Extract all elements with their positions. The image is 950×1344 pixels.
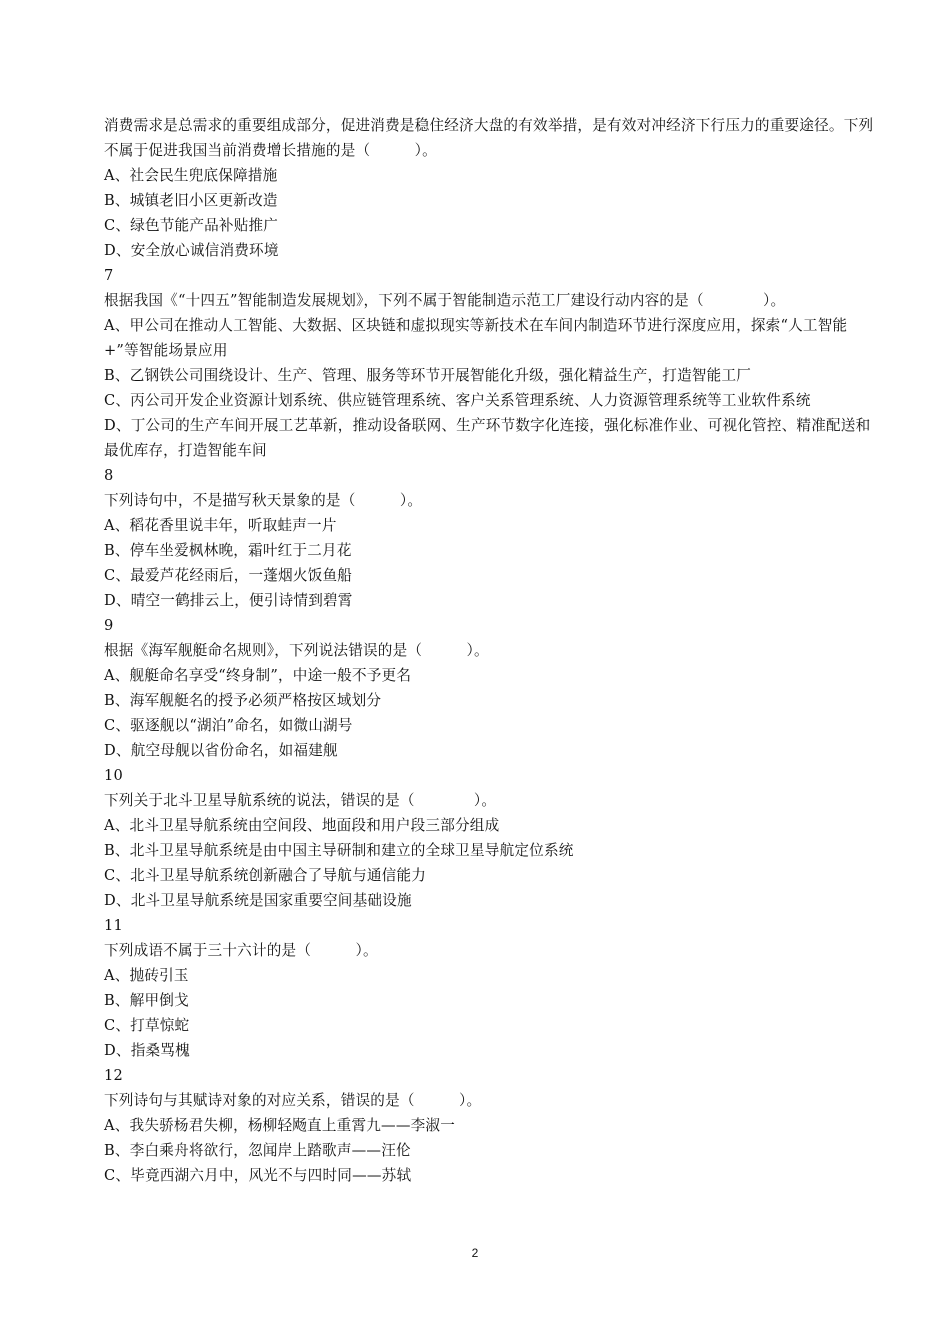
option-a: A、抛砖引玉 <box>104 967 189 984</box>
option-a: A、甲公司在推动人工智能、大数据、区块链和虚拟现实等新技术在车间内制造环节进行深度应用，探索“人工智能+”等智能场景应用 <box>104 317 848 359</box>
question-number: 11 <box>104 917 123 934</box>
question-11 <box>72 913 882 1063</box>
question-6 <box>72 113 882 263</box>
option-b: B、北斗卫星导航系统是由中国主导研制和建立的全球卫星导航定位系统 <box>104 842 574 859</box>
question-stem: 下列诗句中，不是描写秋天景象的是（ ）。 <box>104 492 423 509</box>
question-8 <box>72 463 882 613</box>
option-d: D、指桑骂槐 <box>104 1042 190 1059</box>
option-a: A、北斗卫星导航系统由空间段、地面段和用户段三部分组成 <box>104 817 500 834</box>
question-number: 8 <box>104 467 114 484</box>
option-b: B、海军舰艇名的授予必须严格按区域划分 <box>104 692 382 709</box>
option-c: C、毕竟西湖六月中，风光不与四时同——苏轼 <box>104 1167 412 1184</box>
question-stem: 根据我国《“十四五”智能制造发展规划》，下列不属于智能制造示范工厂建设行动内容的是（ ）。 <box>104 292 786 309</box>
option-d: D、安全放心诚信消费环境 <box>104 242 279 259</box>
option-d: D、丁公司的生产车间开展工艺革新，推动设备联网、生产环节数字化连接，强化标准作业、可视化管控、精准配送和最优库存，打造智能车间 <box>104 417 871 459</box>
question-stem: 下列诗句与其赋诗对象的对应关系，错误的是（ ）。 <box>104 1092 482 1109</box>
option-b: B、乙钢铁公司围绕设计、生产、管理、服务等环节开展智能化升级，强化精益生产，打造智能工厂 <box>104 367 752 384</box>
option-c: C、绿色节能产品补贴推广 <box>104 217 279 234</box>
question-7 <box>72 263 882 463</box>
question-number: 7 <box>104 267 114 284</box>
option-a: A、舰艇命名享受“终身制”，中途一般不予更名 <box>104 667 412 684</box>
page-content <box>72 113 882 1188</box>
question-stem: 下列关于北斗卫星导航系统的说法，错误的是（ ）。 <box>104 792 497 809</box>
option-c: C、最爱芦花经雨后，一蓬烟火饭鱼船 <box>104 567 353 584</box>
question-stem: 消费需求是总需求的重要组成部分，促进消费是稳住经济大盘的有效举措，是有效对冲经济下行压力的重要途径。下列不属于促进我国当前消费增长措施的是（ ）。 <box>104 117 874 159</box>
question-number: 12 <box>104 1067 123 1084</box>
question-stem: 下列成语不属于三十六计的是（ ）。 <box>104 942 378 959</box>
option-c: C、北斗卫星导航系统创新融合了导航与通信能力 <box>104 867 427 884</box>
option-a: A、社会民生兜底保障措施 <box>104 167 278 184</box>
option-d: D、航空母舰以省份命名，如福建舰 <box>104 742 338 759</box>
option-c: C、驱逐舰以“湖泊”命名，如微山湖号 <box>104 717 353 734</box>
question-number: 9 <box>104 617 114 634</box>
option-d: D、晴空一鹤排云上，便引诗情到碧霄 <box>104 592 353 609</box>
page-number: 2 <box>471 1246 479 1260</box>
question-number: 10 <box>104 767 123 784</box>
option-b: B、李白乘舟将欲行，忽闻岸上踏歌声——汪伦 <box>104 1142 411 1159</box>
option-a: A、稻花香里说丰年，听取蛙声一片 <box>104 517 337 534</box>
question-12 <box>72 1063 882 1188</box>
option-b: B、城镇老旧小区更新改造 <box>104 192 278 209</box>
option-b: B、解甲倒戈 <box>104 992 189 1009</box>
option-b: B、停车坐爱枫林晚，霜叶红于二月花 <box>104 542 352 559</box>
option-c: C、丙公司开发企业资源计划系统、供应链管理系统、客户关系管理系统、人力资源管理系统等工业软件系统 <box>104 392 811 409</box>
option-a: A、我失骄杨君失柳，杨柳轻飏直上重霄九——李淑一 <box>104 1117 455 1134</box>
question-10 <box>72 763 882 913</box>
option-c: C、打草惊蛇 <box>104 1017 190 1034</box>
option-d: D、北斗卫星导航系统是国家重要空间基础设施 <box>104 892 412 909</box>
question-9 <box>72 613 882 763</box>
question-stem: 根据《海军舰艇命名规则》，下列说法错误的是（ ）。 <box>104 642 489 659</box>
